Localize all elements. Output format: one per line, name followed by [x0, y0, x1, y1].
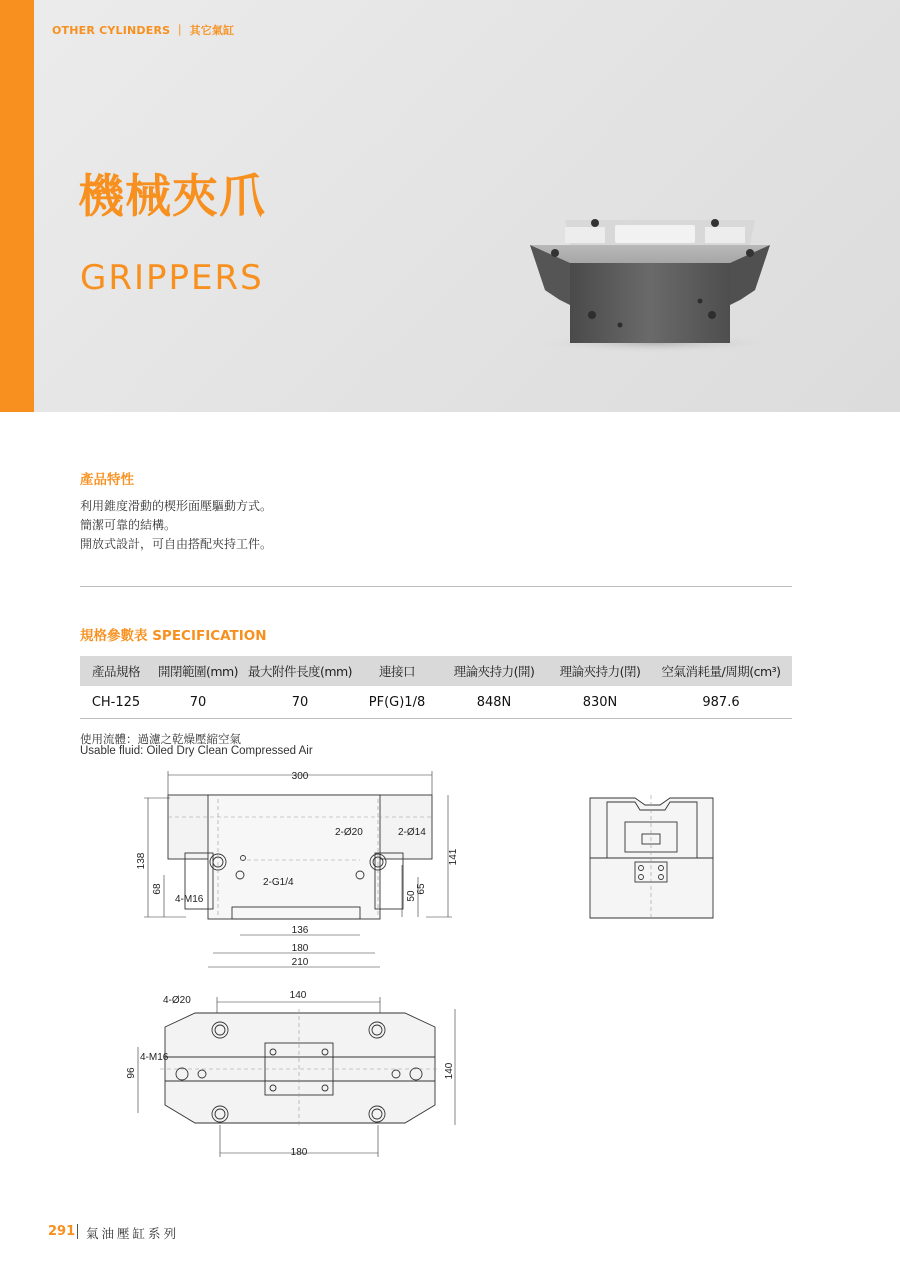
col-header: 產品規格 — [80, 656, 152, 686]
features-heading: 產品特性 — [80, 472, 134, 488]
category-label: OTHER CYLINDERS ｜ 其它氣缸 — [52, 24, 235, 37]
col-header: 最大附件長度(mm) — [244, 656, 356, 686]
spec-table — [80, 656, 792, 719]
dim-label: 2-Ø20 — [335, 827, 363, 838]
dim-label: 2-Ø14 — [398, 827, 426, 838]
feature-item: 利用錐度滑動的楔形面壓驅動方式。 — [80, 499, 273, 513]
section-divider — [80, 586, 792, 587]
accent-side-bar — [0, 0, 34, 412]
gripper-product-photo — [520, 205, 790, 355]
dim-label: 136 — [291, 925, 309, 936]
dim-label: 180 — [291, 943, 309, 954]
table-cell: 848N — [438, 686, 550, 719]
dim-label: 141 — [448, 848, 459, 866]
dim-label: 50 — [406, 890, 417, 902]
spec-heading: 規格參數表 SPECIFICATION — [80, 628, 267, 644]
side-view-drawing — [585, 790, 720, 925]
page-title-zh: 機械夾爪 — [78, 169, 266, 223]
top-view-drawing — [120, 985, 470, 1165]
dim-label: 138 — [136, 852, 147, 870]
dim-label: 68 — [152, 883, 163, 895]
front-view-drawing — [130, 765, 470, 975]
table-cell: 70 — [244, 686, 356, 719]
dim-label: 4-M16 — [175, 894, 204, 905]
dim-label: 300 — [291, 771, 309, 782]
col-header: 理論夾持力(開) — [438, 656, 550, 686]
dim-label: 210 — [291, 957, 309, 968]
table-cell: CH-125 — [80, 686, 152, 719]
dim-label: 96 — [126, 1067, 137, 1079]
fluid-note-en: Usable fluid: Oiled Dry Clean Compressed Air — [80, 745, 313, 757]
footer-series: 氣油壓缸系列 — [86, 1226, 180, 1241]
page-number: 291 — [48, 1224, 76, 1239]
dim-label: 65 — [416, 883, 427, 895]
dim-label: 4-Ø20 — [163, 995, 191, 1006]
feature-item: 簡潔可靠的結構。 — [80, 518, 177, 532]
dim-label: 4-M16 — [140, 1052, 169, 1063]
feature-item: 開放式設計，可自由搭配夾持工件。 — [80, 537, 273, 551]
table-cell: 987.6 — [650, 686, 792, 719]
col-header: 開閉範圍(mm) — [152, 656, 244, 686]
table-cell: 70 — [152, 686, 244, 719]
col-header: 連接口 — [356, 656, 438, 686]
spec-header-row — [80, 656, 792, 686]
dim-label: 180 — [290, 1147, 308, 1158]
dim-label: 140 — [444, 1062, 455, 1080]
fluid-note-zh: 使用流體：過濾之乾燥壓縮空氣 — [80, 732, 241, 746]
page-title-en: GRIPPERS — [80, 258, 264, 298]
table-cell: 830N — [550, 686, 650, 719]
col-header: 理論夾持力(閉) — [550, 656, 650, 686]
footer-divider — [77, 1224, 78, 1239]
dim-label: 2-G1/4 — [263, 877, 294, 888]
table-row — [80, 686, 792, 719]
table-cell: PF(G)1/8 — [356, 686, 438, 719]
col-header: 空氣消耗量/周期(cm³) — [650, 656, 792, 686]
dim-label: 140 — [289, 990, 307, 1001]
